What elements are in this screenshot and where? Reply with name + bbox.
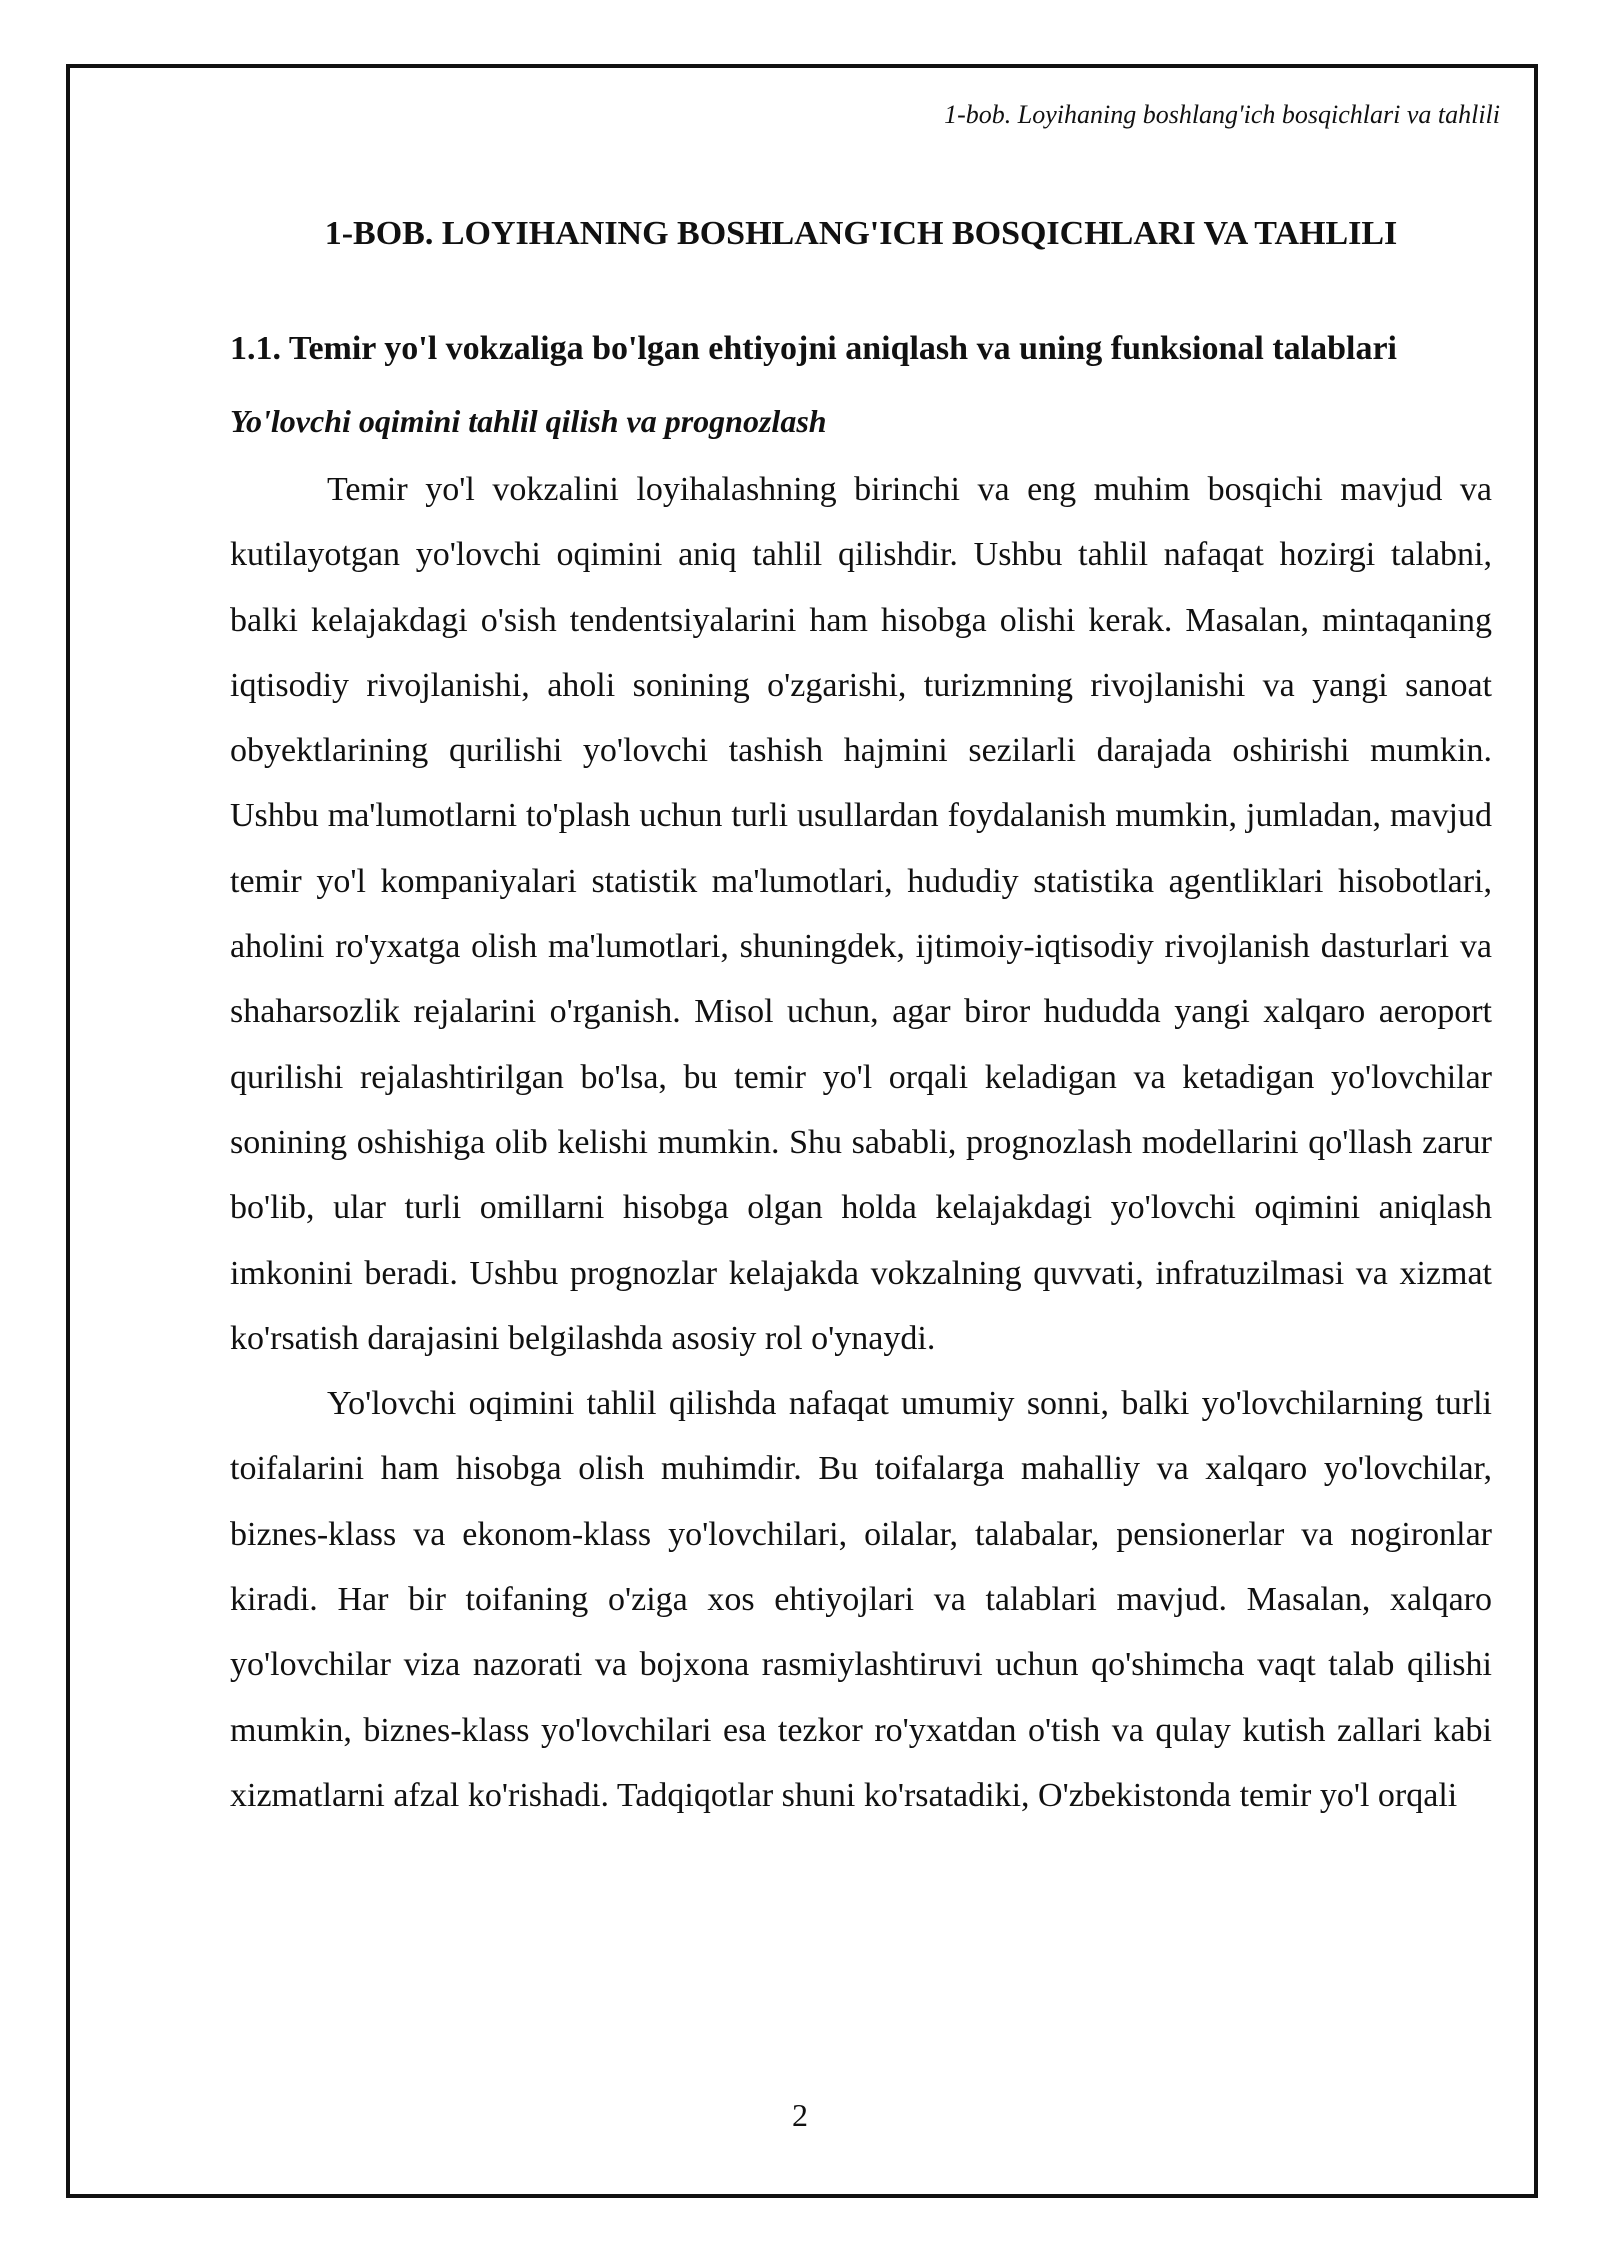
document-body — [230, 212, 1492, 1828]
running-header: 1-bob. Loyihaning boshlang'ich bosqichlari va tahlili — [944, 100, 1500, 129]
chapter-title: 1-BOB. LOYIHANING BOSHLANG'ICH BOSQICHLARI VA TAHLILI — [324, 215, 1398, 252]
page-number: 2 — [792, 2097, 808, 2133]
section-title: 1.1. Temir yo'l vokzaliga bo'lgan ehtiyojni aniqlash va uning funksional talablari — [230, 330, 1397, 367]
paragraph: Temir yo'l vokzalini loyihalashning birinchi va eng muhim bosqichi mavjud va kutilayotgan yo'lovchi oqimini aniq tahlil qilishdir. Ushbu tahlil nafaqat hozirgi talabni, balki kelajakdagi o'sish tendentsiyalarini ham hisobga olishi kerak. Masalan, mintaqaning iqtisodiy rivojlanishi, aholi sonining o'zgarishi, turizmning rivojlanishi va yangi sanoat obyektlarining qurilishi yo'lovchi tashish hajmini sezilarli darajada oshirishi mumkin. Ushbu ma'lumotlarni to'plash uchun turli usullardan foydalanish mumkin, jumladan, mavjud temir yo'l kompaniyalari statistik ma'lumotlari, hududiy statistika agentliklari hisobotlari, aholini ro'yxatga olish ma'lumotlari, shuningdek, ijtimoiy-iqtisodiy rivojlanish dasturlari va shaharsozlik rejalarini o'rganish. Misol uchun, agar biror hududda yangi xalqaro aeroport qurilishi rejalashtirilgan bo'lsa, bu temir yo'l orqali keladigan va ketadigan yo'lovchilar sonining oshishiga olib kelishi mumkin. Shu sababli, prognozlash modellarini qo'llash zarur bo'lib, ular turli omillarni hisobga olgan holda kelajakdagi yo'lovchi oqimini aniqlash imkonini beradi. Ushbu prognozlar kelajakda vokzalning quvvati, infratuzilmasi va xizmat ko'rsatish darajasini belgilashda asosiy rol o'ynaydi. — [230, 471, 1492, 1357]
subsection-title: Yo'lovchi oqimini tahlil qilish va prognozlash — [230, 403, 827, 439]
paragraph: Yo'lovchi oqimini tahlil qilishda nafaqat umumiy sonni, balki yo'lovchilarning turli toifalarini ham hisobga olish muhimdir. Bu toifalarga mahalliy va xalqaro yo'lovchilar, biznes-klass va ekonom-klass yo'lovchilari, oilalar, talabalar, pensionerlar va nogironlar kiradi. Har bir toifaning o'ziga xos ehtiyojlari va talablari mavjud. Masalan, xalqaro yo'lovchilar viza nazorati va bojxona rasmiylashtiruvi uchun qo'shimcha vaqt talab qilishi mumkin, biznes-klass yo'lovchilari esa tezkor ro'yxatdan o'tish va qulay kutish zallari kabi xizmatlarni afzal ko'rishadi. Tadqiqotlar shuni ko'rsatadiki, O'zbekistonda temir yo'l orqali — [230, 1385, 1492, 1814]
